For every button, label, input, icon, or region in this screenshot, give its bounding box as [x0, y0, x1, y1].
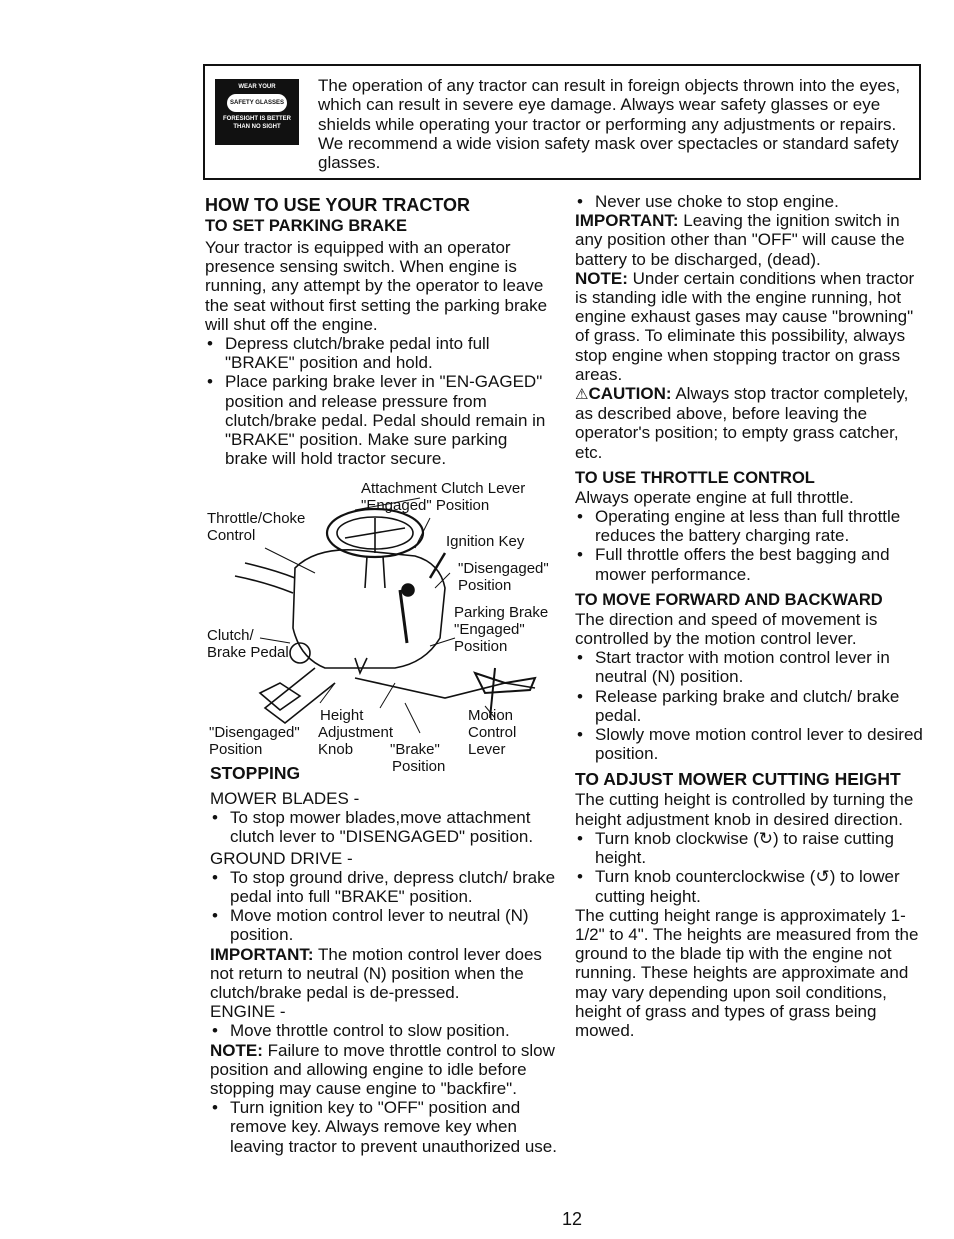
label-brake-pedal: Brake Pedal — [207, 644, 289, 661]
icon-text-line: SAFETY GLASSES — [230, 100, 284, 106]
label-throttle-choke: Throttle/Choke — [207, 510, 306, 527]
paragraph: The direction and speed of movement is controlled by the motion control lever. — [575, 609, 878, 649]
list-item: • Place parking brake lever in "EN-GAGED" position and release pressure from clutch/brake pedal. Pedal should remain in "BRAKE" position. Make sure parking brake will hold tractor secure. — [205, 372, 550, 468]
label-attachment-clutch: Attachment Clutch Lever — [361, 480, 526, 497]
label-brake-position: Position — [392, 758, 446, 775]
list-item: • Depress clutch/brake pedal into full "BRAKE" position and hold. — [205, 334, 550, 372]
caution-text: Always stop tractor completely, as described above, before leaving the operator's position; to empty grass catcher, etc. — [575, 384, 909, 462]
note — [575, 269, 925, 384]
list-item-text: Turn knob counterclockwise ( — [595, 867, 816, 887]
label-position: Position — [458, 577, 512, 594]
list-item: • Slowly move motion control lever to desired position. — [575, 725, 925, 763]
label-lever: Lever — [468, 741, 506, 758]
label-motion: Motion — [468, 707, 514, 724]
right-column — [575, 192, 925, 1040]
list-item — [575, 867, 925, 905]
clockwise-arrow-icon: ↻ — [758, 828, 774, 848]
list-item: • Move throttle control to slow position. — [210, 1021, 560, 1040]
list-item: • To stop ground drive, depress clutch/ brake pedal into full "BRAKE" position. — [210, 868, 560, 906]
list-item: • Release parking brake and clutch/ brake pedal. — [575, 687, 925, 725]
left-column-top — [205, 195, 550, 468]
label-motion-control: Control — [468, 724, 517, 741]
paragraph: Always operate engine at full throttle. — [575, 487, 854, 507]
list-item: • Full throttle offers the best bagging and mower performance. — [575, 545, 925, 583]
page-number: 12 — [562, 1209, 583, 1229]
important-text: The motion control lever does not return to neutral (N) position when the clutch/brake pedal is de-pressed. — [210, 944, 542, 1003]
list-item: • To stop mower blades,move attachment clutch lever to "DISENGAGED" position. — [210, 808, 560, 846]
label-ignition-key: Ignition Key — [446, 533, 525, 550]
warning-triangle-icon: ⚠ — [575, 386, 589, 404]
list-item-text: ) to lower cutting height. — [595, 867, 900, 906]
label-parking-brake: Parking Brake — [454, 604, 549, 621]
list-item: • Move motion control lever to neutral (N) position. — [210, 906, 560, 944]
label-parking-engaged: "Engaged" — [454, 621, 525, 638]
icon-text-line: FORESIGHT IS BETTER — [222, 116, 291, 122]
list-item: • Operating engine at less than full throttle reduces the battery charging rate. — [575, 507, 925, 545]
note-text: Failure to move throttle control to slow position and allowing engine to idle before stopping may cause engine to "backfire". — [210, 1040, 555, 1099]
list-item-text: Turn knob clockwise ( — [595, 828, 759, 848]
safety-warning-box — [203, 64, 921, 180]
section-heading: HOW TO USE YOUR TRACTOR — [205, 195, 471, 215]
subsection-heading: TO USE THROTTLE CONTROL — [575, 468, 815, 487]
important-label: IMPORTANT: — [575, 211, 679, 231]
list-item: • Turn ignition key to "OFF" position and remove key. Always remove key when leaving tractor to prevent unauthorized use. — [210, 1098, 560, 1156]
label-adjustment: Adjustment — [318, 724, 394, 741]
label-height: Height — [320, 707, 364, 724]
subheading: GROUND DRIVE - — [210, 848, 353, 868]
paragraph: Your tractor is equipped with an operator presence sensing switch. When engine is running, any attempt by the operator to leave the seat without first setting the parking brake will shut off the engine. — [205, 238, 548, 334]
subheading: ENGINE - — [210, 1002, 286, 1022]
subsection-heading: TO SET PARKING BRAKE — [205, 217, 407, 235]
label-position-left: Position — [209, 741, 263, 758]
list-item: • Start tractor with motion control lever in neutral (N) position. — [575, 648, 925, 686]
label-disengaged-left: "Disengaged" — [209, 724, 300, 741]
important-note — [210, 945, 560, 1003]
paragraph: The cutting height is controlled by turning the height adjustment knob in desired direction. — [575, 790, 914, 829]
stopping-heading: STOPPING — [210, 763, 301, 783]
label-control: Control — [207, 527, 256, 544]
list-item-text: ) to raise cutting height. — [595, 828, 894, 868]
important-note — [575, 211, 925, 269]
label-disengaged: "Disengaged" — [458, 560, 549, 577]
label-parking-position: Position — [454, 638, 508, 655]
important-label: IMPORTANT: — [210, 944, 314, 964]
caution-note — [575, 384, 925, 462]
note-label: NOTE: — [575, 268, 628, 288]
label-knob: Knob — [318, 741, 354, 758]
paragraph: The cutting height range is approximately 1-1/2" to 4". The heights are measured from the ground to the blade tip with the engine not running. These heights are approximate and may vary depending upon soil conditions, height of grass and types of grass being mowed. — [575, 905, 919, 1040]
note — [210, 1041, 560, 1099]
subheading: MOWER BLADES - — [210, 789, 360, 808]
subsection-heading: TO MOVE FORWARD AND BACKWARD — [575, 590, 883, 609]
warning-text: The operation of any tractor can result in foreign objects thrown into the eyes, which can result in severe eye damage. Always wear safety glasses or eye shields while operating your tractor or performing any adjustments or repairs. We recommend a wide vision safety mask over spectacles or standard safety glasses. — [318, 76, 901, 173]
left-column-bottom — [210, 763, 560, 1156]
list-item: • Never use choke to stop engine. — [575, 192, 925, 211]
note-text: Under certain conditions when tractor is standing idle with the engine running, hot engine exhaust gases may cause "browning" of grass. To eliminate this possibility, always stop engine when stopping tractor on grass areas. — [575, 268, 915, 384]
label-engaged-position: "Engaged" Position — [361, 497, 490, 514]
label-clutch: Clutch/ — [207, 627, 254, 644]
label-brake: "Brake" — [390, 741, 440, 758]
icon-text-line: WEAR YOUR — [238, 84, 276, 90]
subsection-heading: TO ADJUST MOWER CUTTING HEIGHT — [575, 769, 901, 790]
icon-text-line: THAN NO SIGHT — [233, 124, 281, 130]
caution-label: CAUTION: — [588, 384, 672, 404]
list-item — [575, 829, 925, 867]
note-label: NOTE: — [210, 1040, 263, 1060]
important-text: Leaving the ignition switch in any position other than "OFF" will cause the battery to be discharged, (dead). — [575, 211, 905, 269]
counterclockwise-arrow-icon: ↺ — [815, 867, 830, 887]
safety-glasses-icon — [215, 79, 299, 145]
goggles-icon — [227, 94, 287, 112]
